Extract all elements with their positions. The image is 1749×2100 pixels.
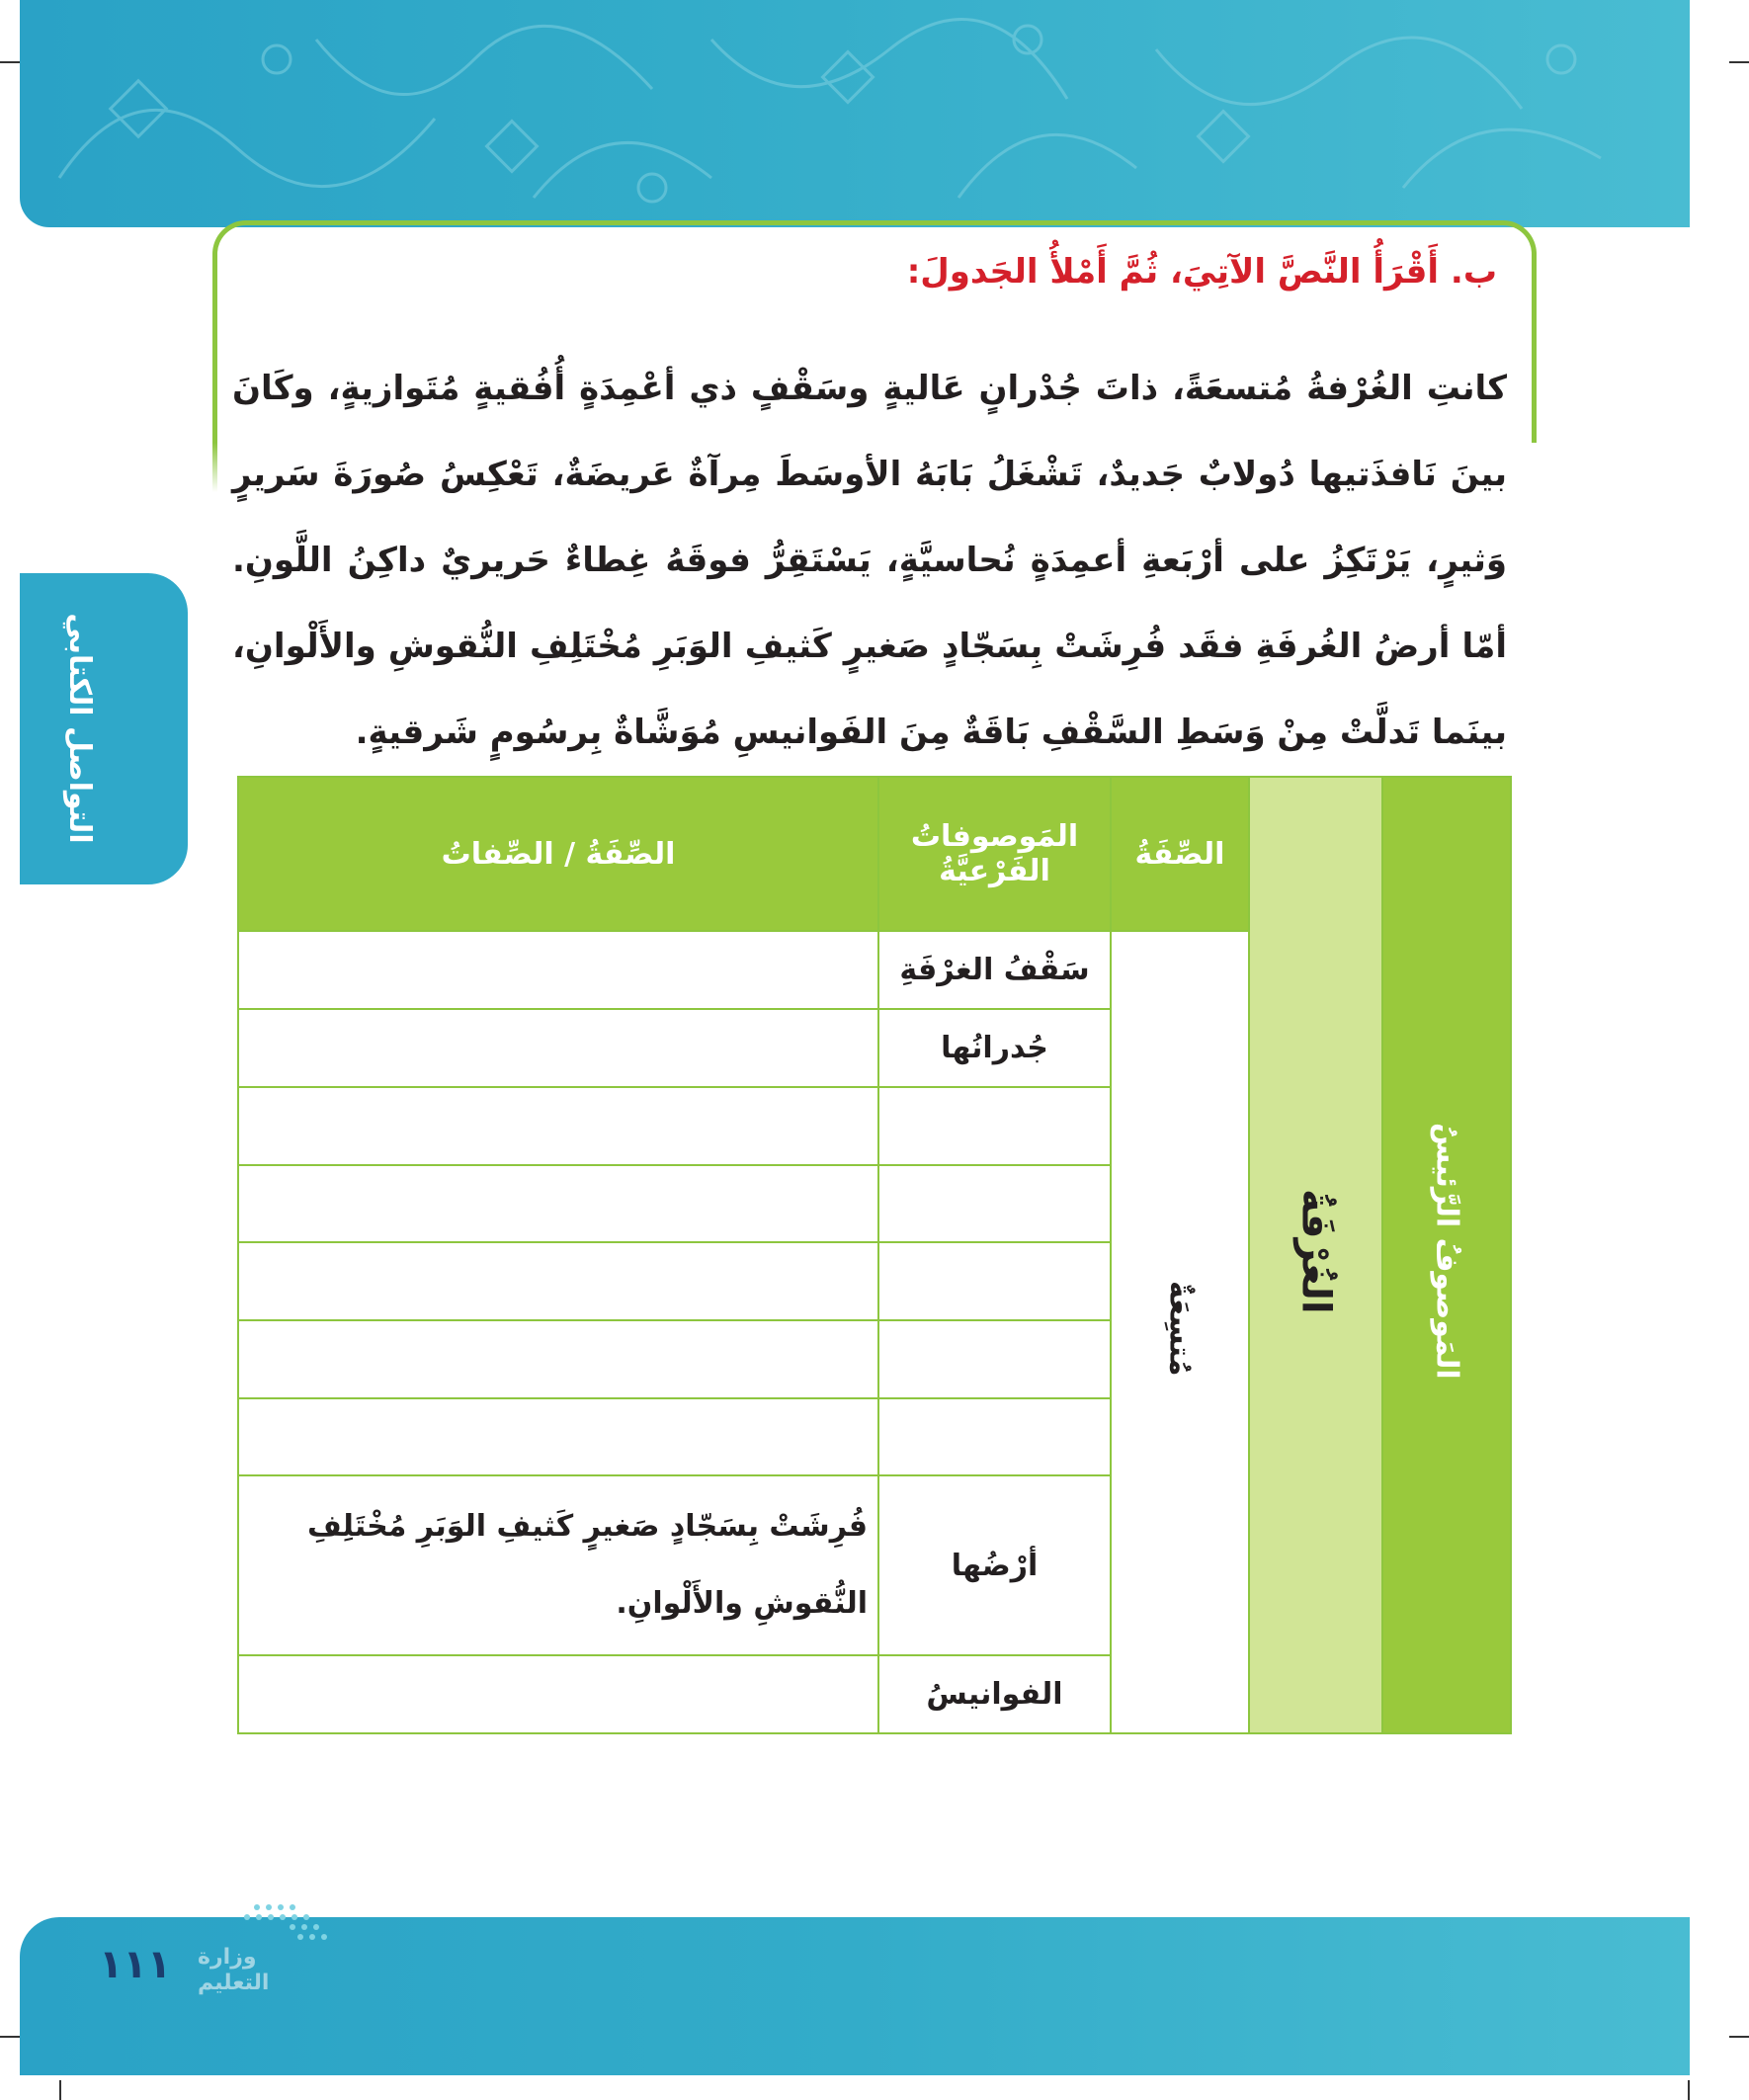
sub-noun-cell: جُدرانُها (878, 1009, 1111, 1087)
sub-noun-input-cell[interactable] (878, 1087, 1111, 1165)
sub-noun-input-cell[interactable] (878, 1398, 1111, 1476)
side-tab-label: التواصل الكتابي (62, 613, 97, 844)
main-noun-cell (1249, 777, 1382, 1733)
header-attributes: الصِّفَةُ / الصِّفاتُ (238, 777, 878, 931)
sub-noun-cell: الفوانيسُ (878, 1655, 1111, 1733)
sub-noun-input-cell[interactable] (878, 1165, 1111, 1243)
attribute-input-cell[interactable] (238, 1242, 878, 1320)
attribute-input-cell[interactable] (238, 1320, 878, 1398)
sub-noun-cell: أرْضُها (878, 1475, 1111, 1655)
attribute-cell: فُرِشَتْ بِسَجّادٍ صَغيرٍ كَثيفِ الوَبَرِ مُخْتَلِفِ النُّقوشِ والأَلْوانِ. (238, 1475, 878, 1655)
crop-mark (1688, 2080, 1690, 2100)
description-table (237, 776, 1512, 1734)
exercise-instruction: ب. أَقْرَأُ النَّصَّ الآتِيَ، ثُمَّ أَمْلأُ الجَدولَ: (906, 252, 1497, 292)
sub-noun-input-cell[interactable] (878, 1242, 1111, 1320)
crop-mark (0, 61, 20, 63)
ministry-name: وزارة التعليم (198, 1945, 270, 1995)
attribute-input-cell[interactable] (238, 1398, 878, 1476)
page-number: ١١١ (99, 1942, 172, 1987)
sub-noun-cell: سَقْفُ الغرْفَةِ (878, 931, 1111, 1009)
crop-mark (59, 2080, 61, 2100)
top-banner (20, 0, 1690, 227)
main-adjective: مُتسِعَةٌ (1162, 1280, 1198, 1377)
main-adjective-cell (1111, 931, 1249, 1733)
main-noun-label-cell (1382, 777, 1511, 1733)
sub-noun-input-cell[interactable] (878, 1320, 1111, 1398)
side-tab (20, 573, 188, 884)
attribute-input-cell[interactable] (238, 1009, 878, 1087)
crop-mark (1729, 61, 1749, 63)
main-noun-label: المَوصوفُ الرَّئيسُ (1429, 1123, 1464, 1380)
crop-mark (1729, 2036, 1749, 2038)
attribute-input-cell[interactable] (238, 1655, 878, 1733)
attribute-input-cell[interactable] (238, 1165, 878, 1243)
header-sub-nouns: المَوصوفاتُ الفَرْعيَّةُ (878, 777, 1111, 931)
attribute-input-cell[interactable] (238, 931, 878, 1009)
calligraphy-pattern (20, 0, 1690, 227)
crop-mark (0, 2036, 20, 2038)
reading-passage: كانتِ الغُرْفةُ مُتسعَةً، ذاتَ جُدْرانٍ عَاليةٍ وسَقْفٍ ذي أعْمِدَةٍ أُفُقيةٍ مُتَوازيةٍ، وكَانَ بينَ نَافذَتيها دُولابٌ جَديدٌ، تَشْغَلُ بَابَهُ الأوسَطَ مِرآةٌ عَريضَةٌ، تَعْكِسُ صُورَةَ سَريرٍ وَثيرٍ، يَرْتَكِزُ على أرْبَعةِ أعمِدَةٍ نُحاسيَّةٍ، يَسْتَقِرُّ فوقَهُ غِطاءٌ حَريريٌ داكِنُ اللَّونِ. أمّا أرضُ الغُرفَةِ فقَد فُرِشَتْ بِسَجّادٍ صَغيرٍ كَثيفِ الوَبَرِ مُخْتَلِفِ النُّقوشِ والأَلْوانِ، بينَما تَدلَّتْ مِنْ وَسَطِ السَّقْفِ بَاقَةٌ مِنَ الفَوانيسِ مُوَشَّاةٌ بِرسُومٍ شَرقيةٍ. (232, 369, 1507, 752)
attribute-input-cell[interactable] (238, 1087, 878, 1165)
header-adjective: الصِّفَةُ (1111, 777, 1249, 931)
main-noun: الغُرْفَةُ (1292, 1188, 1339, 1314)
